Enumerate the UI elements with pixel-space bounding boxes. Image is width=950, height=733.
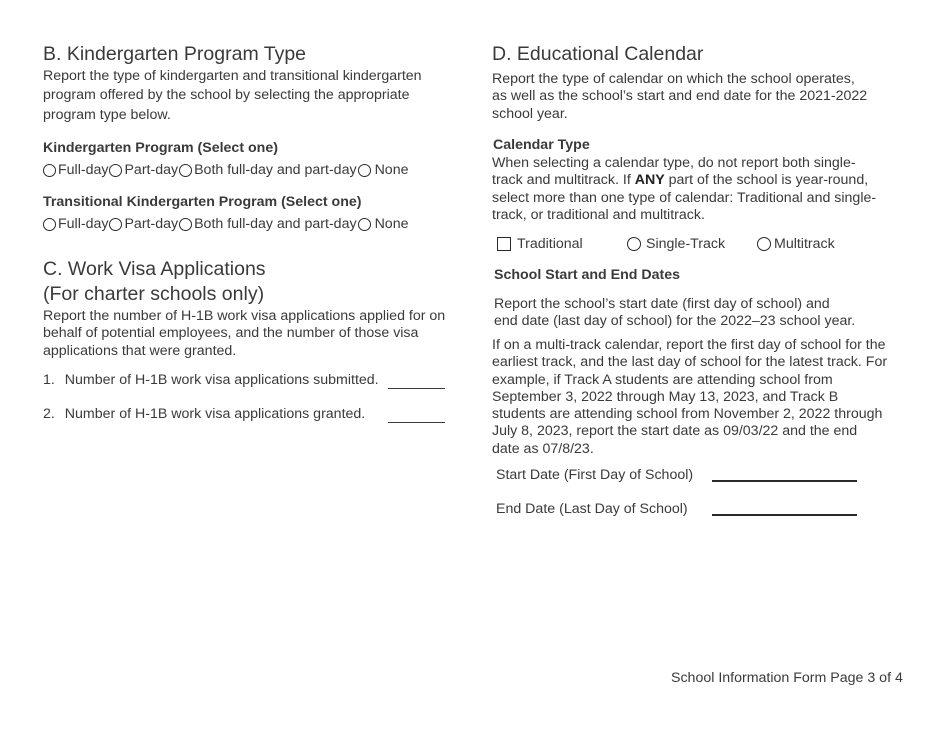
- description-line: Report the type of calendar on which the school operates,: [492, 71, 855, 87]
- description-line: behalf of potential employees, and the number of those visa: [43, 325, 419, 342]
- radio-icon[interactable]: [757, 237, 771, 251]
- radio-icon[interactable]: [358, 164, 371, 177]
- option-label: Single-Track: [646, 236, 726, 252]
- paragraph-line: date as 07/8/23.: [492, 440, 594, 457]
- radio-icon[interactable]: [358, 218, 371, 231]
- visa-item-granted: [43, 406, 365, 423]
- paragraph-line: example, if Track A students are attending school from: [492, 371, 833, 388]
- start-date-input[interactable]: [712, 480, 857, 482]
- item-number: 2.: [43, 406, 55, 422]
- dates-paragraph-1: [494, 296, 855, 331]
- paragraph-line: Report the school’s start date (first day of school) and: [494, 296, 830, 312]
- option-label: Both full-day and part-day: [194, 216, 357, 232]
- instruction-line: track, or traditional and multitrack.: [492, 206, 705, 223]
- visa-granted-input[interactable]: [388, 406, 445, 423]
- radio-icon[interactable]: [109, 164, 122, 177]
- section-d-description: [492, 71, 867, 123]
- section-c-title: C. Work Visa Applications: [43, 258, 266, 280]
- item-label: Number of H-1B work visa applications granted.: [64, 406, 366, 422]
- instruction-line: [492, 172, 876, 189]
- kindergarten-option-none[interactable]: [357, 162, 409, 178]
- radio-icon[interactable]: [179, 218, 192, 231]
- emphasis-any: ANY: [634, 172, 665, 189]
- kindergarten-program-label: Kindergarten Program (Select one): [43, 140, 278, 156]
- paragraph-line: July 8, 2023, report the start date as 09/03/22 and the end: [492, 423, 858, 440]
- kindergarten-option-part-day[interactable]: [108, 162, 178, 178]
- kindergarten-program-options: [42, 161, 408, 179]
- checkbox-icon[interactable]: [497, 237, 511, 251]
- kindergarten-option-both[interactable]: [178, 162, 356, 178]
- paragraph-line: If on a multi-track calendar, report the first day of school for the: [492, 337, 886, 353]
- item-number: 1.: [43, 372, 55, 388]
- transitional-option-none[interactable]: [357, 216, 409, 232]
- section-b-title: B. Kindergarten Program Type: [43, 43, 307, 65]
- section-b-description: [43, 68, 422, 124]
- option-label: Traditional: [517, 236, 583, 252]
- description-line: applications that were granted.: [43, 342, 237, 359]
- paragraph-line: end date (last day of school) for the 2022–23 school year.: [494, 313, 856, 330]
- end-date-input[interactable]: [712, 514, 857, 516]
- visa-item-submitted: [43, 372, 379, 389]
- calendar-option-single-track[interactable]: [626, 235, 725, 253]
- transitional-option-both[interactable]: [178, 216, 356, 232]
- radio-icon[interactable]: [43, 164, 56, 177]
- description-line: school year.: [492, 105, 568, 122]
- option-label: Multitrack: [774, 236, 835, 252]
- description-line: program type below.: [43, 106, 171, 123]
- instruction-line: select more than one type of calendar: Traditional and single-: [492, 189, 877, 206]
- start-end-dates-label: School Start and End Dates: [494, 267, 681, 283]
- transitional-option-part-day[interactable]: [108, 216, 178, 232]
- paragraph-line: earliest track, and the last day of school for the latest track. For: [492, 354, 888, 371]
- page-footer: School Information Form Page 3 of 4: [671, 670, 903, 686]
- radio-icon[interactable]: [627, 237, 641, 251]
- calendar-type-label: Calendar Type: [493, 137, 590, 153]
- description-line: Report the type of kindergarten and transitional kindergarten: [43, 68, 422, 84]
- visa-submitted-input[interactable]: [388, 372, 445, 389]
- option-label: Part-day: [124, 216, 179, 232]
- calendar-option-traditional[interactable]: [497, 235, 583, 253]
- kindergarten-option-full-day[interactable]: [42, 162, 108, 178]
- transitional-option-full-day[interactable]: [42, 216, 108, 232]
- calendar-type-instructions: [492, 155, 876, 224]
- radio-icon[interactable]: [43, 218, 56, 231]
- option-label: Full-day: [58, 162, 109, 178]
- radio-icon[interactable]: [179, 164, 192, 177]
- description-line: Report the number of H-1B work visa applications applied for on: [43, 308, 446, 324]
- option-label: Both full-day and part-day: [194, 162, 357, 178]
- start-date-label: Start Date (First Day of School): [496, 467, 694, 483]
- option-label: None: [374, 216, 409, 232]
- description-line: program offered by the school by selecting the appropriate: [43, 87, 410, 104]
- section-c-subtitle: (For charter schools only): [43, 283, 265, 305]
- paragraph-line: students are attending school from November 2, 2022 through: [492, 406, 883, 423]
- description-line: as well as the school’s start and end date for the 2021-2022: [492, 88, 868, 105]
- option-label: Part-day: [124, 162, 179, 178]
- radio-icon[interactable]: [109, 218, 122, 231]
- calendar-option-multitrack[interactable]: [756, 235, 835, 253]
- item-label: Number of H-1B work visa applications submitted.: [64, 372, 379, 388]
- transitional-kindergarten-label: Transitional Kindergarten Program (Select one): [43, 194, 362, 210]
- section-c-description: [43, 308, 445, 360]
- dates-paragraph-2: [492, 337, 887, 458]
- instruction-text: part of the school is year-round,: [664, 172, 869, 189]
- end-date-label: End Date (Last Day of School): [496, 501, 688, 517]
- paragraph-line: September 3, 2022 through May 13, 2023, and Track B: [492, 388, 839, 405]
- option-label: None: [374, 162, 409, 178]
- instruction-text: track and multitrack. If: [492, 172, 635, 189]
- transitional-kindergarten-options: [42, 215, 408, 233]
- instruction-line: When selecting a calendar type, do not report both single-: [492, 155, 856, 171]
- option-label: Full-day: [58, 216, 109, 232]
- section-d-title: D. Educational Calendar: [492, 43, 704, 65]
